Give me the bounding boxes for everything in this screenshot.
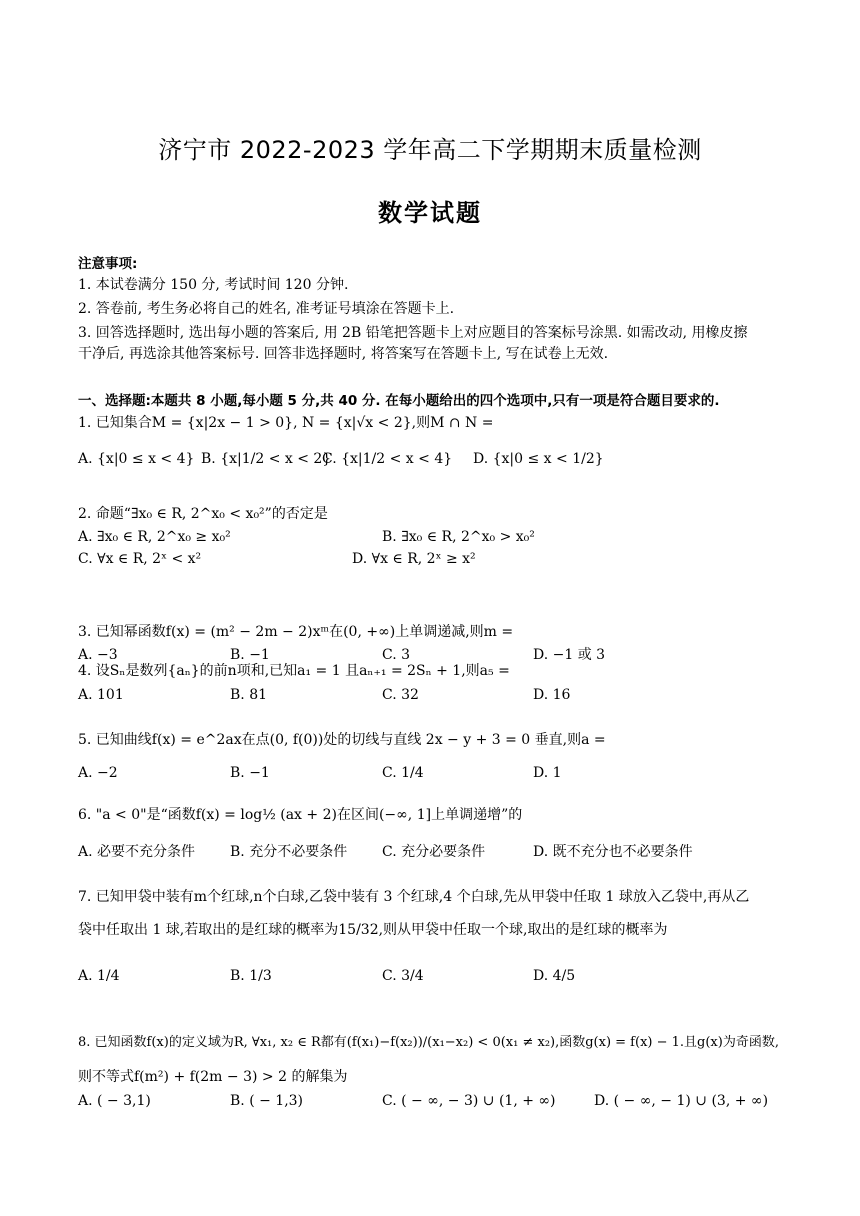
option-d: D. 既不充分也不必要条件 bbox=[533, 844, 693, 860]
option-c: C. 1/4 bbox=[382, 765, 424, 781]
option-c: C. 32 bbox=[382, 687, 419, 703]
option-b: B. −1 bbox=[230, 647, 270, 663]
page-title: 济宁市 2022-2023 学年高二下学期期末质量检测 bbox=[158, 136, 702, 164]
question-stem-continued: 袋中任取出 1 球,若取出的是红球的概率为15/32,则从甲袋中任取一个球,取出的是红球的概率为 bbox=[78, 922, 668, 938]
option-b: B. −1 bbox=[230, 765, 270, 781]
option-c: C. ∀x ∈ R, 2ˣ < x² bbox=[78, 551, 202, 567]
option-a: A. ( − 3,1) bbox=[78, 1093, 151, 1109]
question-stem: 5. 已知曲线f(x) = e^2ax在点(0, f(0))处的切线与直线 2x − y + 3 = 0 垂直,则a = bbox=[78, 732, 606, 748]
question-stem: 6. "a < 0"是“函数f(x) = log½ (ax + 2)在区间(−∞, 1]上单调递增”的 bbox=[78, 807, 523, 823]
option-c: C. 3/4 bbox=[382, 968, 424, 984]
option-b: B. 1/3 bbox=[230, 968, 272, 984]
option-d: D. ( − ∞, − 1) ∪ (3, + ∞) bbox=[594, 1093, 769, 1109]
option-b: B. ∃x₀ ∈ R, 2^x₀ > x₀² bbox=[382, 529, 535, 545]
option-b: B. ( − 1,3) bbox=[230, 1093, 304, 1109]
option-a: A. −3 bbox=[78, 647, 118, 663]
option-d: D. 4/5 bbox=[533, 968, 576, 984]
question-stem: 1. 已知集合M = {x|2x − 1 > 0}, N = {x|√x < 2},则M ∩ N = bbox=[78, 415, 494, 431]
question-stem-continued: 则不等式f(m²) + f(2m − 3) > 2 的解集为 bbox=[78, 1069, 348, 1085]
option-d: D. ∀x ∈ R, 2ˣ ≥ x² bbox=[352, 551, 476, 567]
option-a: A. {x|0 ≤ x < 4} bbox=[78, 451, 195, 467]
question-stem: 8. 已知函数f(x)的定义域为R, ∀x₁, x₂ ∈ R都有(f(x₁)−f(x₂))/(x₁−x₂) < 0(x₁ ≠ x₂),函数g(x) = f(x) − 1.且g(x)为奇函数, bbox=[78, 1035, 779, 1050]
notice-heading: 注意事项: bbox=[78, 256, 138, 272]
question-stem: 2. 命题“∃x₀ ∈ R, 2^x₀ < x₀²”的否定是 bbox=[78, 506, 328, 522]
option-a: A. ∃x₀ ∈ R, 2^x₀ ≥ x₀² bbox=[78, 529, 231, 545]
option-c: C. {x|1/2 < x < 4} bbox=[322, 451, 453, 467]
option-a: A. 1/4 bbox=[78, 968, 120, 984]
option-d: D. 1 bbox=[533, 765, 562, 781]
notice-item: 3. 回答选择题时, 选出每小题的答案后, 用 2B 铅笔把答题卡上对应题目的答案标号涂黑. 如需改动, 用橡皮擦 bbox=[78, 325, 748, 341]
option-d: D. 16 bbox=[533, 687, 571, 703]
page-subtitle: 数学试题 bbox=[378, 199, 482, 227]
section-heading: 一、选择题:本题共 8 小题,每小题 5 分,共 40 分. 在每小题给出的四个选项中,只有一项是符合题目要求的. bbox=[78, 393, 720, 409]
option-b: B. 81 bbox=[230, 687, 268, 703]
option-b: B. {x|1/2 < x < 2} bbox=[201, 451, 332, 467]
option-a: A. 101 bbox=[78, 687, 124, 703]
option-c: C. 充分必要条件 bbox=[382, 844, 486, 860]
notice-item: 2. 答卷前, 考生务必将自己的姓名, 准考证号填涂在答题卡上. bbox=[78, 301, 455, 317]
option-a: A. −2 bbox=[78, 765, 118, 781]
option-d: D. −1 或 3 bbox=[533, 647, 606, 663]
question-stem: 4. 设Sₙ是数列{aₙ}的前n项和,已知a₁ = 1 且aₙ₊₁ = 2Sₙ + 1,则a₅ = bbox=[78, 663, 510, 679]
option-d: D. {x|0 ≤ x < 1/2} bbox=[473, 451, 604, 467]
option-b: B. 充分不必要条件 bbox=[230, 844, 348, 860]
option-c: C. ( − ∞, − 3) ∪ (1, + ∞) bbox=[382, 1093, 556, 1109]
option-c: C. 3 bbox=[382, 647, 411, 663]
notice-item: 干净后, 再选涂其他答案标号. 回答非选择题时, 将答案写在答题卡上, 写在试卷上无效. bbox=[78, 346, 609, 362]
question-stem: 7. 已知甲袋中装有m个红球,n个白球,乙袋中装有 3 个红球,4 个白球,先从甲袋中任取 1 球放入乙袋中,再从乙 bbox=[78, 889, 750, 905]
option-a: A. 必要不充分条件 bbox=[78, 844, 196, 860]
notice-item: 1. 本试卷满分 150 分, 考试时间 120 分钟. bbox=[78, 277, 349, 293]
question-stem: 3. 已知幂函数f(x) = (m² − 2m − 2)xᵐ在(0, +∞)上单调递减,则m = bbox=[78, 624, 514, 640]
